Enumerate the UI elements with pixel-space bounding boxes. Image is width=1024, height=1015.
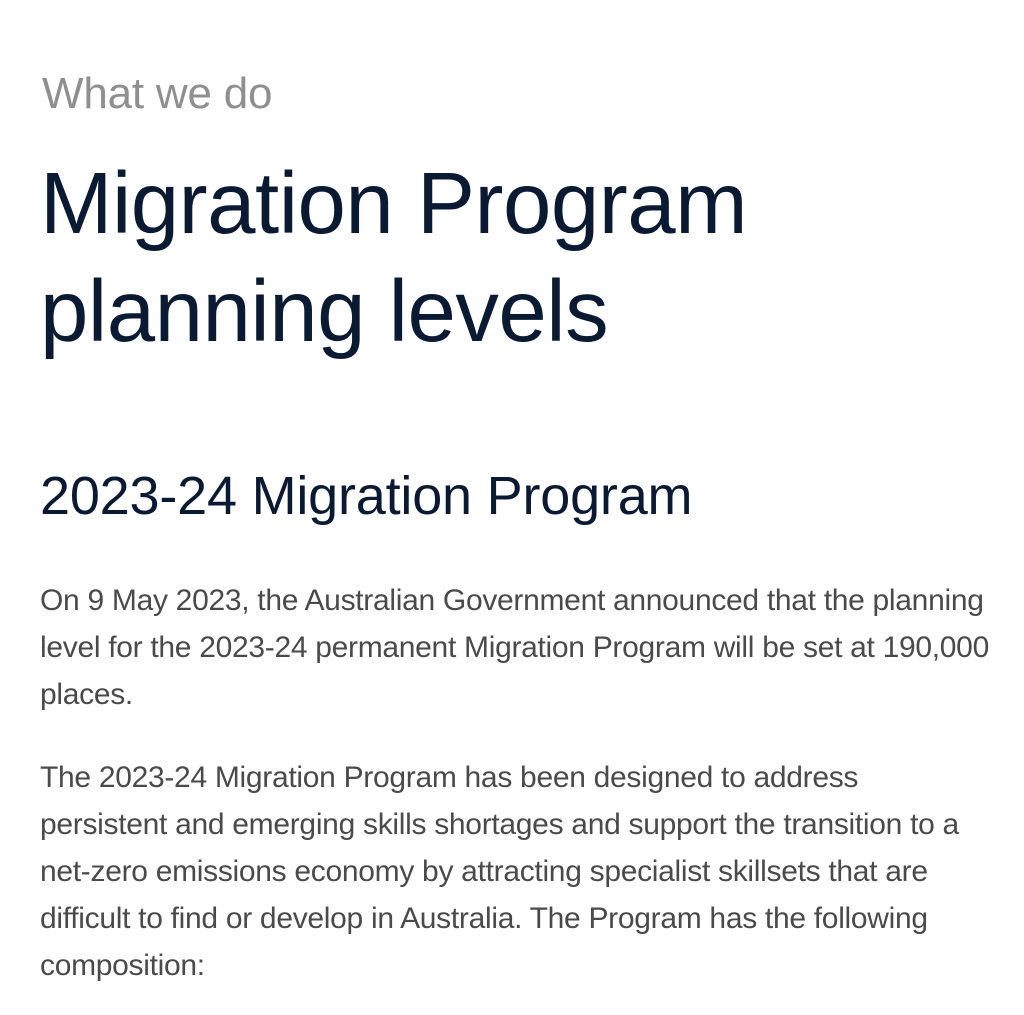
section-heading: 2023-24 Migration Program	[40, 466, 693, 526]
paragraph-composition: The 2023-24 Migration Program has been designed to address persistent and emerging skills shortages and support the transition to a net-zero emissions economy by attracting specialist skillsets that are difficult to find or develop in Australia. The Program has the following composition:	[40, 761, 959, 982]
section-eyebrow: What we do	[42, 69, 273, 118]
page-title: Migration Program planning levels	[40, 155, 748, 360]
paragraph-announcement: On 9 May 2023, the Australian Government announced that the planning level for the 2023-24 permanent Migration Program will be set at 190,000 places.	[40, 584, 989, 711]
